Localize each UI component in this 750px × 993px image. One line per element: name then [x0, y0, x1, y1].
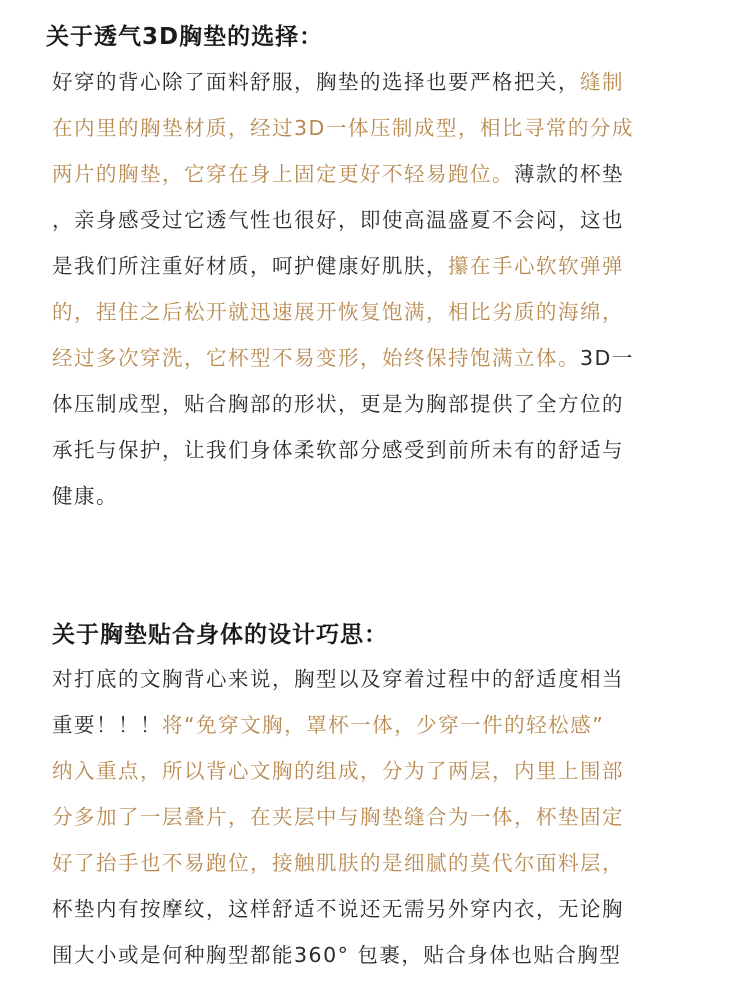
text-line [52, 702, 712, 748]
text-line [52, 656, 712, 702]
highlighted-text: 经过多次穿洗，它杯型不易变形，始终保持饱满立体。 [52, 346, 580, 370]
section-paragraph [0, 656, 712, 978]
text-line [52, 197, 712, 243]
text-line [52, 59, 712, 105]
text-line [52, 289, 712, 335]
highlighted-text: 好了抬手也不易跑位，接触肌肤的是细腻的莫代尔面料层， [52, 851, 624, 875]
body-text: 体压制成型，贴合胸部的形状，更是为胸部提供了全方位的 [52, 392, 624, 416]
text-line [52, 748, 712, 794]
section-heading: 关于透气3D胸垫的选择： [46, 24, 324, 50]
body-text: 薄款的杯垫 [514, 162, 624, 186]
highlighted-text: 纳入重点，所以背心文胸的组成，分为了两层，内里上围部 [52, 759, 624, 783]
text-line [52, 794, 712, 840]
body-text: 围大小或是何种胸型都能360° 包裹，贴合身体也贴合胸型 [52, 943, 622, 967]
highlighted-text: 在内里的胸垫材质，经过3D一体压制成型，相比寻常的分成 [52, 116, 634, 140]
body-text: ，亲身感受过它透气性也很好，即使高温盛夏不会闷，这也 [52, 208, 624, 232]
highlighted-text: 将“免穿文胸，罩杯一体，少穿一件的轻松感” [162, 713, 605, 737]
text-line [52, 840, 712, 886]
text-line [52, 473, 712, 519]
section-paragraph [0, 59, 712, 519]
highlighted-text: 攥在手心软软弹弹 [448, 254, 624, 278]
body-text: 杯垫内有按摩纹，这样舒适不说还无需另外穿内衣，无论胸 [52, 897, 624, 921]
body-text: 3D一 [580, 346, 634, 370]
text-line [52, 335, 712, 381]
text-line [52, 886, 712, 932]
section-fit-design [0, 616, 750, 978]
text-line [52, 105, 712, 151]
text-line [52, 932, 712, 978]
section-breathable-3d-pad [0, 18, 750, 519]
text-line [52, 427, 712, 473]
body-text: 对打底的文胸背心来说，胸型以及穿着过程中的舒适度相当 [52, 667, 624, 691]
body-text: 健康。 [52, 484, 118, 508]
highlighted-text: 分多加了一层叠片，在夹层中与胸垫缝合为一体，杯垫固定 [52, 805, 624, 829]
highlighted-text: 两片的胸垫，它穿在身上固定更好不轻易跑位。 [52, 162, 514, 186]
text-line [52, 243, 712, 289]
text-line [52, 381, 712, 427]
body-text: 是我们所注重好材质，呵护健康好肌肤， [52, 254, 448, 278]
section-heading: 关于胸垫贴合身体的设计巧思： [52, 622, 388, 648]
body-text: 重要！！！ [52, 713, 162, 737]
highlighted-text: 的，捏住之后松开就迅速展开恢复饱满，相比劣质的海绵， [52, 300, 624, 324]
body-text: 好穿的背心除了面料舒服，胸垫的选择也要严格把关， [52, 70, 580, 94]
highlighted-text: 缝制 [580, 70, 624, 94]
text-line [52, 151, 712, 197]
body-text: 承托与保护，让我们身体柔软部分感受到前所未有的舒适与 [52, 438, 624, 462]
